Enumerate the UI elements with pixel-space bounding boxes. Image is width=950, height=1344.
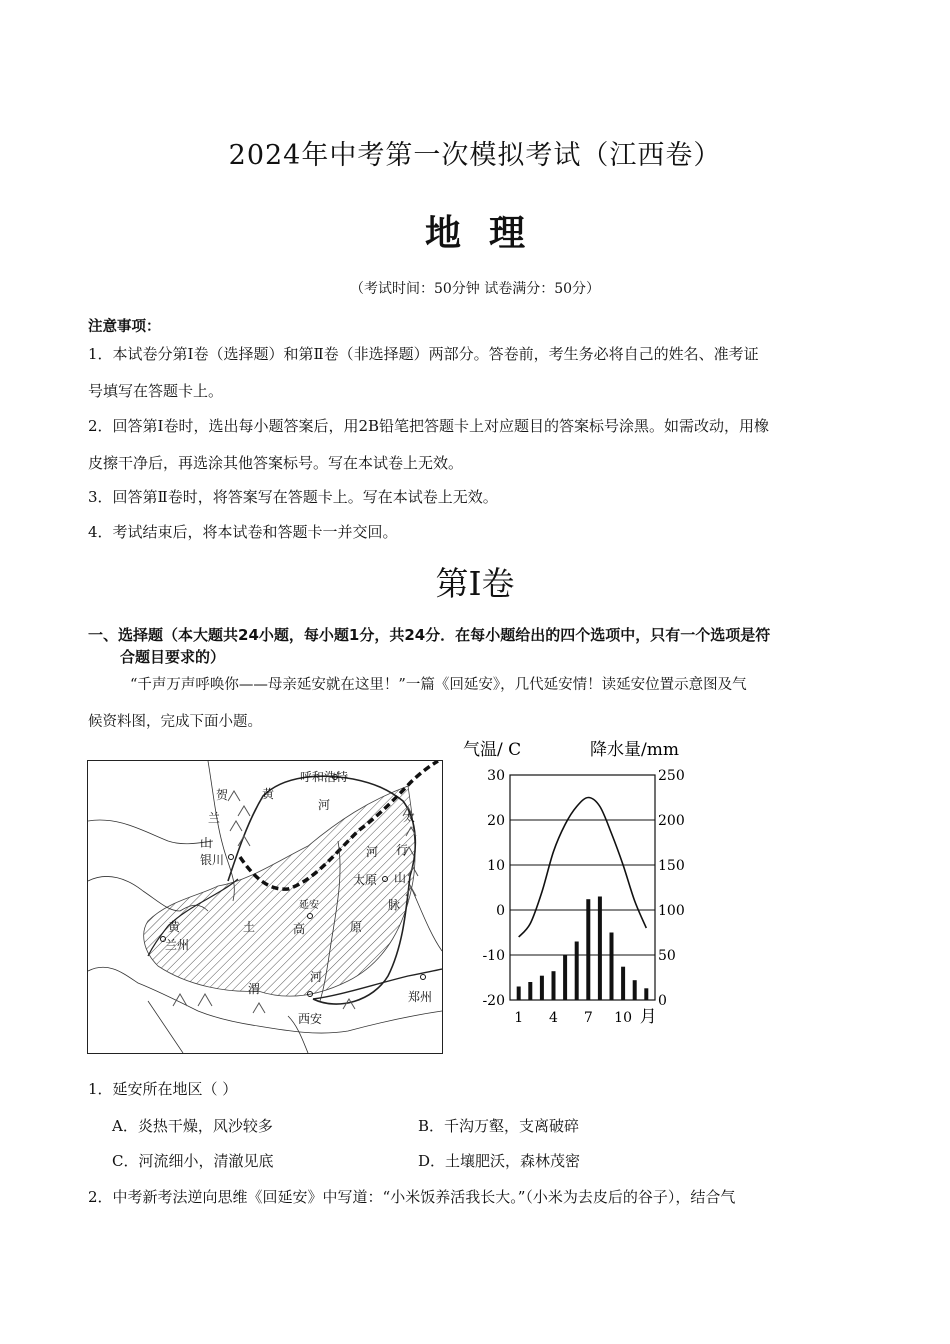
map-label: 黄 bbox=[262, 787, 275, 801]
map-label: 贺 bbox=[216, 788, 229, 802]
notice-line: 号填写在答题卡上。 bbox=[88, 382, 224, 400]
precip-bar bbox=[552, 971, 556, 1000]
city-marker-zhengzhou bbox=[421, 975, 426, 980]
exam-title: 2024年中考第一次模拟考试（江西卷） bbox=[228, 140, 722, 171]
climate-chart bbox=[455, 735, 705, 1035]
notice-line: 1．本试卷分第Ⅰ卷（选择题）和第Ⅱ卷（非选择题）两部分。答卷前，考生务必将自己的姓名、准考证 bbox=[88, 345, 759, 363]
precip-bar bbox=[644, 988, 648, 1000]
intro-line1: “千声万声呼唤你——母亲延安就在这里！”一篇《回延安》，几代延安情！读延安位置示意图及气 bbox=[130, 677, 747, 693]
section-heading bbox=[88, 624, 878, 668]
map-label: 河 bbox=[310, 970, 323, 984]
month-tick-label: 10 bbox=[614, 1010, 633, 1026]
precip-bar bbox=[540, 976, 544, 1000]
map-label-xian: 西安 bbox=[298, 1012, 323, 1026]
month-unit-label: 月 bbox=[639, 1007, 657, 1027]
left-axis-label: 气温/ C bbox=[463, 740, 522, 760]
volume-title: 第Ⅰ卷 bbox=[435, 564, 515, 603]
temp-tick-label: 10 bbox=[487, 858, 505, 874]
map-label: 行 bbox=[396, 843, 409, 857]
yanan-location-map bbox=[87, 760, 443, 1054]
map-label-taiyuan: 太原 bbox=[353, 873, 378, 887]
map-label-yanan: 延安 bbox=[299, 900, 319, 911]
loess-plateau-region bbox=[144, 786, 415, 996]
map-label: 山 bbox=[200, 836, 213, 850]
temp-tick-label: -20 bbox=[482, 993, 505, 1009]
precip-tick-label: 200 bbox=[658, 813, 685, 829]
map-label-yinchuan: 银川 bbox=[200, 853, 225, 867]
exam-info: （考试时间：50分钟 试卷满分：50分） bbox=[349, 281, 601, 297]
precip-tick-label: 100 bbox=[658, 903, 685, 919]
question-2-stem: 2．中考新考法逆向思维《回延安》中写道：“小米饭养活我长大。”（小米为去皮后的谷子），结合气 bbox=[88, 1188, 736, 1206]
question-1-option-b[interactable]: B．千沟万壑，支离破碎 bbox=[418, 1117, 580, 1135]
map-label: 黄 bbox=[168, 920, 181, 934]
map-label: 脉 bbox=[388, 898, 401, 912]
precip-bar bbox=[517, 987, 521, 1001]
notice-line: 3．回答第Ⅱ卷时，将答案写在答题卡上。写在本试卷上无效。 bbox=[88, 488, 498, 506]
section-heading-line1: 一、选择题（本大题共24小题，每小题1分，共24分．在每小题给出的四个选项中，只有一个选项是符 bbox=[88, 626, 771, 644]
right-axis-label: 降水量/mm bbox=[590, 740, 679, 760]
precip-bar bbox=[621, 967, 625, 1000]
map-label-zhengzhou: 郑州 bbox=[408, 990, 433, 1004]
precip-bar bbox=[586, 899, 590, 1000]
precip-tick-label: 150 bbox=[658, 858, 685, 874]
precip-tick-label: 0 bbox=[658, 993, 667, 1009]
map-label-hohhot: 呼和浩特 bbox=[300, 770, 349, 784]
subject-title: 地理 bbox=[424, 212, 553, 254]
mountain-symbol bbox=[228, 791, 250, 846]
plot-frame bbox=[510, 775, 655, 1000]
question-1-option-c[interactable]: C．河流细小，清澈见底 bbox=[112, 1152, 274, 1170]
precip-bar bbox=[610, 933, 614, 1001]
intro-line2: 候资料图，完成下面小题。 bbox=[88, 714, 262, 730]
question-1-option-d[interactable]: D．土壤肥沃，森林茂密 bbox=[418, 1152, 581, 1170]
notice-line: 4．考试结束后，将本试卷和答题卡一并交回。 bbox=[88, 523, 398, 541]
notice-line: 皮擦干净后，再选涂其他答案标号。写在本试卷上无效。 bbox=[88, 454, 464, 472]
map-label: 兰 bbox=[208, 811, 221, 825]
precip-tick-label: 50 bbox=[658, 948, 676, 964]
month-tick-label: 7 bbox=[583, 1010, 593, 1026]
map-label: 太 bbox=[403, 810, 416, 824]
notice-line: 2．回答第Ⅰ卷时，选出每小题答案后，用2B铅笔把答题卡上对应题目的答案标号涂黑。如需改动，用橡 bbox=[88, 417, 770, 435]
map-label: 高 bbox=[293, 922, 306, 936]
temp-tick-label: 20 bbox=[487, 813, 505, 829]
map-label: 土 bbox=[243, 920, 256, 934]
city-marker-yinchuan bbox=[229, 855, 234, 860]
month-tick-label: 1 bbox=[514, 1010, 524, 1026]
month-tick-label: 4 bbox=[549, 1010, 558, 1026]
temp-tick-label: 0 bbox=[496, 903, 505, 919]
map-label: 河 bbox=[318, 798, 331, 812]
precip-bar bbox=[598, 897, 602, 1001]
precip-bar bbox=[528, 982, 532, 1000]
section-heading-line2: 合题目要求的） bbox=[120, 648, 226, 666]
temperature-line bbox=[519, 798, 647, 938]
question-1-option-a[interactable]: A．炎热干燥，风沙较多 bbox=[112, 1117, 273, 1135]
map-label: 渭 bbox=[248, 982, 261, 996]
precip-bar bbox=[575, 942, 579, 1001]
temp-tick-label: -10 bbox=[482, 948, 505, 964]
question-1-stem: 1．延安所在地区（ ） bbox=[88, 1080, 238, 1098]
precip-tick-label: 250 bbox=[658, 768, 685, 784]
map-label: 河 bbox=[366, 845, 379, 859]
temp-tick-label: 30 bbox=[487, 768, 505, 784]
map-label-lanzhou: 兰州 bbox=[165, 938, 190, 952]
map-label: 原 bbox=[350, 920, 363, 934]
precip-bar bbox=[633, 980, 637, 1000]
map-label: 山 bbox=[394, 871, 407, 885]
notice-heading: 注意事项： bbox=[88, 319, 161, 335]
precip-bar bbox=[563, 955, 567, 1000]
